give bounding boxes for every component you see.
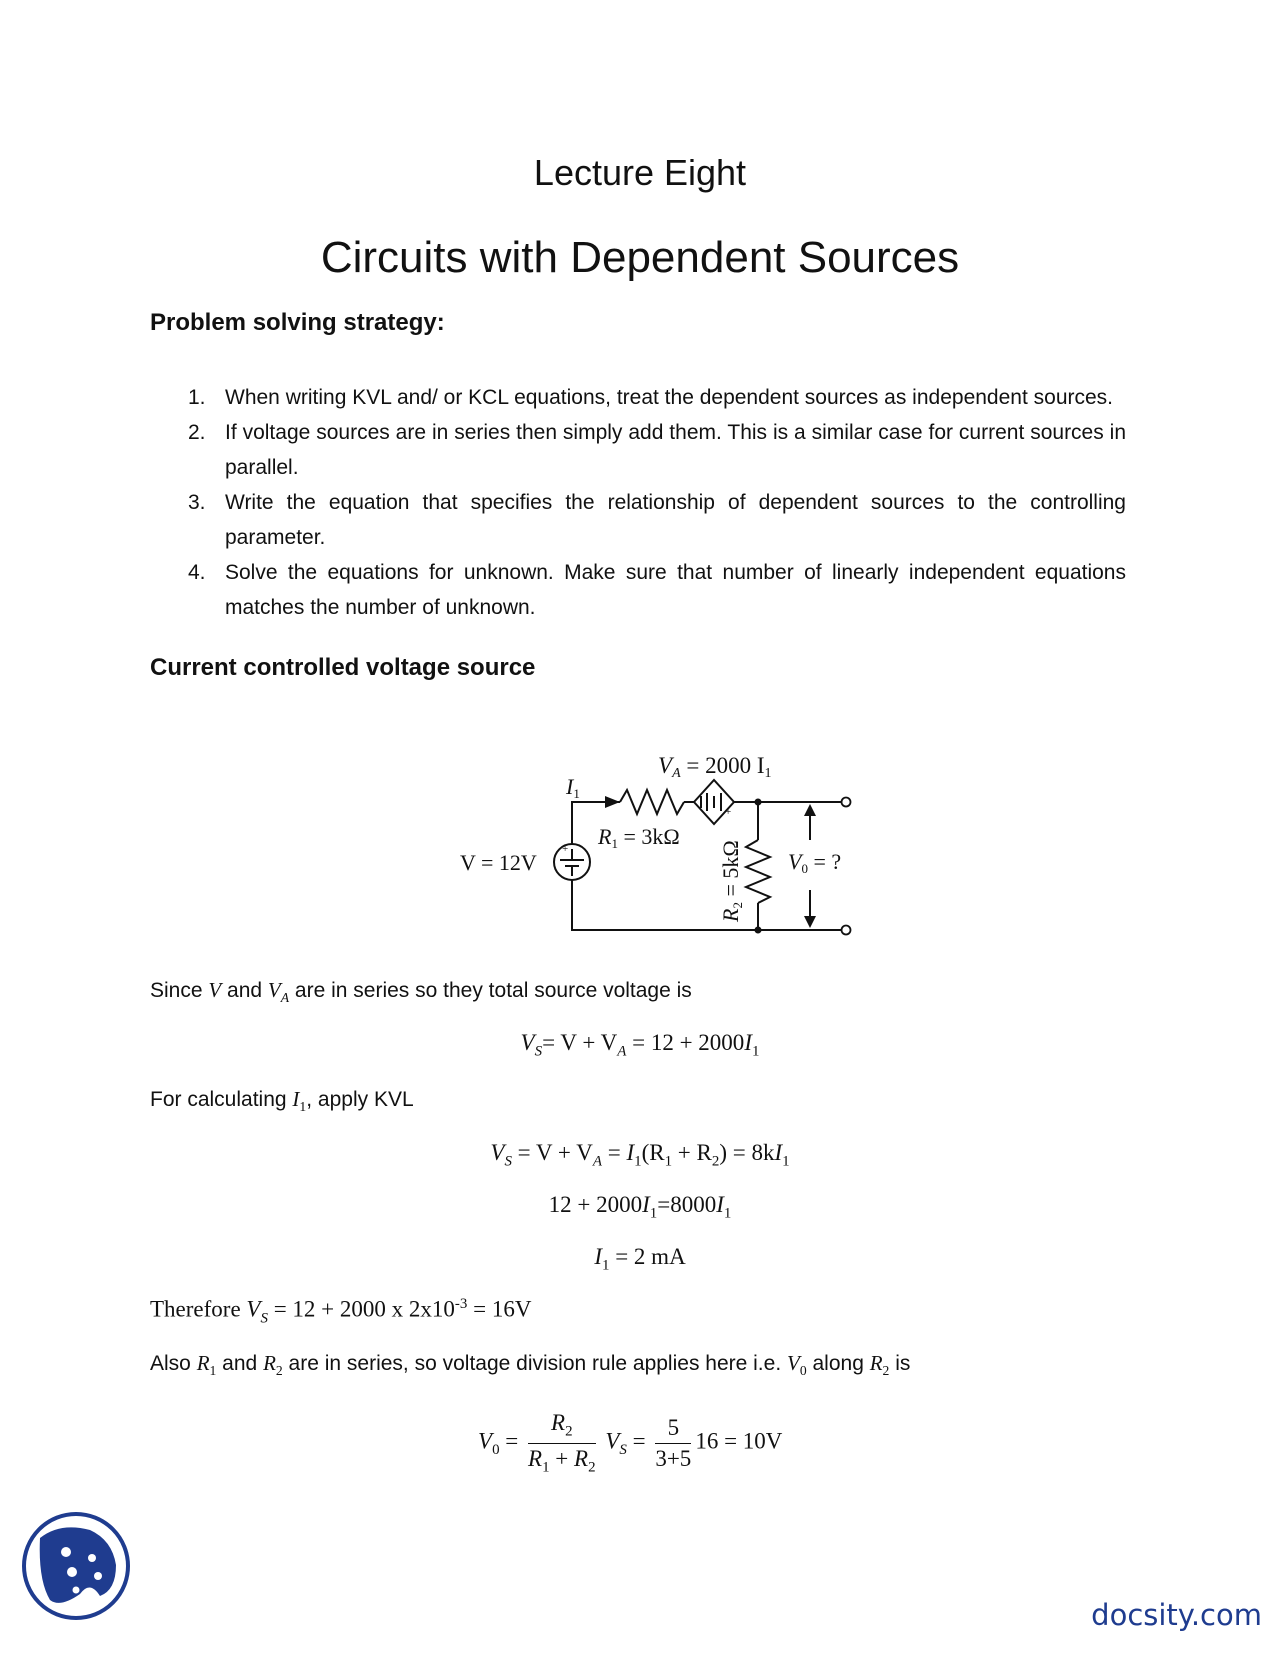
equation-vs: $V_S= V + V_A = 12 + 2000I_1$ bbox=[520, 1030, 760, 1060]
resistor-r1 bbox=[620, 790, 684, 814]
svg-text:+: + bbox=[562, 843, 569, 855]
strategy-list bbox=[150, 380, 1126, 625]
page-title: Circuits with Dependent Sources bbox=[320, 233, 960, 282]
paragraph: Since V and $V_A$ are in series so they total source voltage is bbox=[150, 978, 692, 1006]
terminal-top bbox=[842, 798, 851, 807]
docsity-brand-link[interactable]: docsity.com bbox=[1091, 1598, 1262, 1632]
terminal-bottom bbox=[842, 926, 851, 935]
arrow-up-icon bbox=[804, 804, 816, 816]
list-item: 4. Solve the equations for unknown. Make sure that number of linearly independent equations matches the number of unknown. bbox=[188, 561, 1126, 619]
fraction: $\frac{5}{3+5}$ bbox=[655, 1414, 692, 1471]
v0-label: V0 = ? bbox=[788, 849, 842, 876]
paragraph: Also $R_1$ and $R_2$ are in series, so voltage division rule applies here i.e. $V_0$ along $R_2$ is bbox=[150, 1351, 911, 1379]
equation-solve: $12 + 2000I_1=8000I_1$ bbox=[548, 1192, 732, 1222]
v-source-label: V = 12V bbox=[460, 850, 537, 875]
fraction: $\frac{R_2}{R_1 + R_2}$ bbox=[528, 1410, 596, 1476]
i1-label: I1 bbox=[566, 774, 580, 801]
va-label: VA = 2000 I1 bbox=[658, 753, 772, 781]
list-item: 1. When writing KVL and/ or KCL equations, treat the dependent sources as independent sources. bbox=[188, 386, 1113, 409]
equation-i1: $I_1 = 2$ mA bbox=[594, 1244, 686, 1274]
r1-label: R1 = 3kΩ bbox=[598, 824, 680, 851]
circuit-diagram bbox=[0, 700, 1280, 940]
equation-kvl: $V_S = V + V_A = I_1(R_1 + R_2) = 8kI_1$ bbox=[490, 1140, 790, 1170]
equation-voltage-division: $V_0$ = $\frac{R_2}{R_1 + R_2}$ $V_S$ = $\frac{5}{3+5}$ 16 = 10V bbox=[478, 1410, 783, 1476]
svg-text:+: + bbox=[725, 806, 732, 818]
arrow-down-icon bbox=[804, 916, 816, 928]
strategy-heading: Problem solving strategy: bbox=[150, 309, 445, 336]
list-item: 2. If voltage sources are in series then simply add them. This is a similar case for current sources in parallel. bbox=[188, 421, 1126, 479]
r2-label: R2 = 5kΩ bbox=[718, 840, 745, 922]
lecture-label: Lecture Eight bbox=[533, 152, 747, 193]
list-item: 3. Write the equation that specifies the relationship of dependent sources to the controlling parameter. bbox=[188, 491, 1126, 549]
section-heading: Current controlled voltage source bbox=[150, 654, 536, 681]
docsity-logo-icon bbox=[20, 1510, 132, 1622]
paragraph: For calculating $I_1$, apply KVL bbox=[150, 1087, 414, 1115]
bottom-wire bbox=[572, 878, 810, 930]
paragraph-therefore: Therefore $V_S = 12 + 2000$ x $2x10^{-3} = 16V$ bbox=[150, 1296, 532, 1327]
resistor-r2 bbox=[746, 840, 770, 903]
current-arrow-icon bbox=[605, 796, 620, 808]
